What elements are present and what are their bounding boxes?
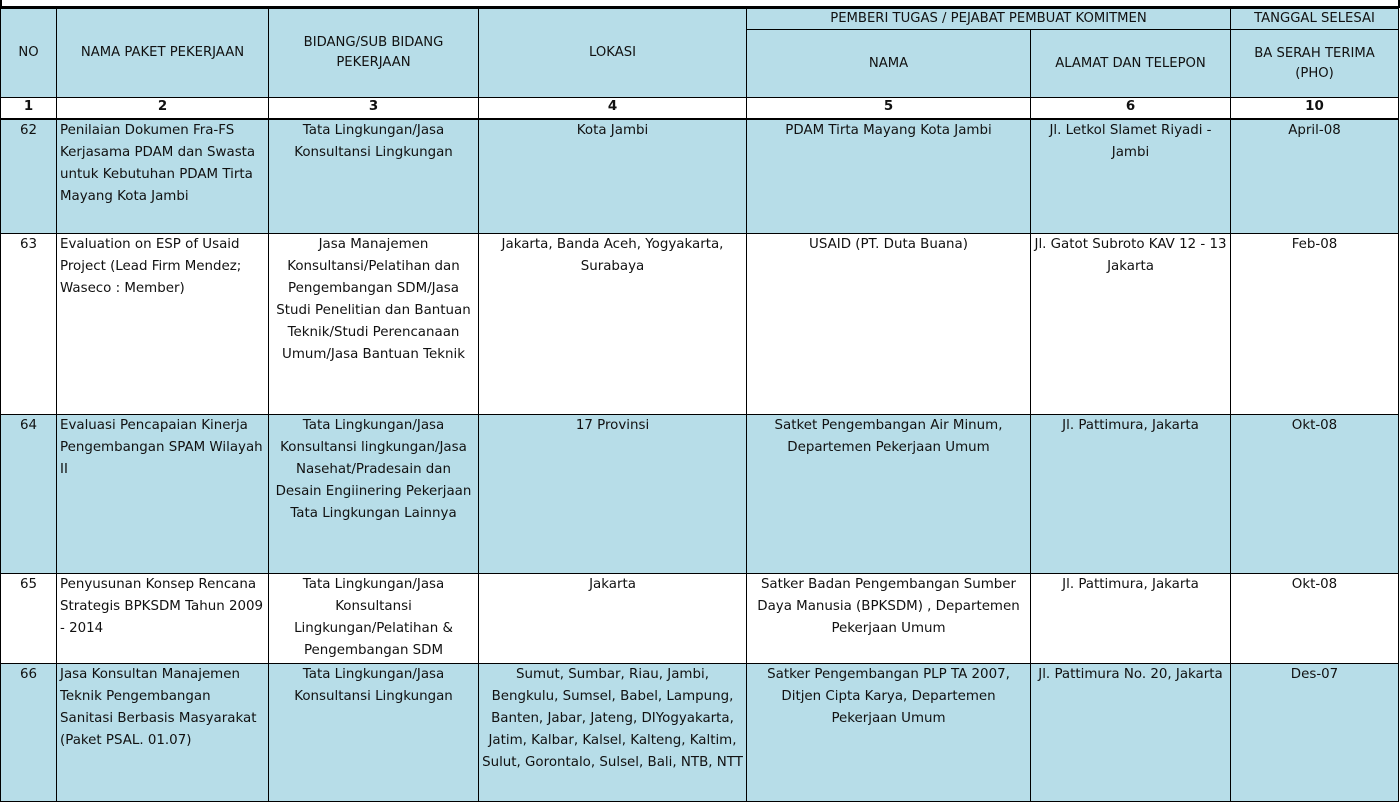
cell-nama-paket: Evaluation on ESP of Usaid Project (Lead Firm Mendez; Waseco : Member) [57, 233, 269, 414]
column-number: 6 [1031, 98, 1231, 120]
cell-lokasi: Jakarta, Banda Aceh, Yogyakarta, Surabaya [479, 233, 747, 414]
project-table [0, 8, 1399, 802]
cell-nama: PDAM Tirta Mayang Kota Jambi [747, 119, 1031, 233]
header-alamat: ALAMAT DAN TELEPON [1031, 30, 1231, 98]
table-row [1, 119, 1399, 233]
header-nama-paket: NAMA PAKET PEKERJAAN [57, 9, 269, 98]
cell-no: 65 [1, 573, 57, 663]
cell-lokasi: Jakarta [479, 573, 747, 663]
column-number-row [1, 98, 1399, 120]
cell-nama: Satket Pengembangan Air Minum, Departemen Pekerjaan Umum [747, 414, 1031, 573]
cell-no: 62 [1, 119, 57, 233]
cell-tanggal: Des-07 [1231, 663, 1399, 801]
column-number: 5 [747, 98, 1031, 120]
cell-nama-paket: Penyusunan Konsep Rencana Strategis BPKSDM Tahun 2009 - 2014 [57, 573, 269, 663]
cell-tanggal: Feb-08 [1231, 233, 1399, 414]
cell-alamat: Jl. Pattimura, Jakarta [1031, 573, 1231, 663]
table-row [1, 233, 1399, 414]
cell-lokasi: Kota Jambi [479, 119, 747, 233]
cell-tanggal: April-08 [1231, 119, 1399, 233]
table-row [1, 573, 1399, 663]
table-row [1, 663, 1399, 801]
cell-lokasi: Sumut, Sumbar, Riau, Jambi, Bengkulu, Sumsel, Babel, Lampung, Banten, Jabar, Jateng, DIYogyakarta, Jatim, Kalbar, Kalsel, Kalteng, Kaltim, Sulut, Gorontalo, Sulsel, Bali, NTB, NTT [479, 663, 747, 801]
header-bidang: BIDANG/SUB BIDANG PEKERJAAN [269, 9, 479, 98]
cell-tanggal: Okt-08 [1231, 414, 1399, 573]
header-tanggal-selesai: TANGGAL SELESAI [1231, 9, 1399, 30]
column-number: 3 [269, 98, 479, 120]
cell-tanggal: Okt-08 [1231, 573, 1399, 663]
column-number: 1 [1, 98, 57, 120]
sheet-top-border [0, 0, 1400, 8]
cell-nama: Satker Badan Pengembangan Sumber Daya Manusia (BPKSDM) , Departemen Pekerjaan Umum [747, 573, 1031, 663]
header-nama: NAMA [747, 30, 1031, 98]
cell-alamat: Jl. Pattimura No. 20, Jakarta [1031, 663, 1231, 801]
cell-bidang: Tata Lingkungan/Jasa Konsultansi Lingkungan/Pelatihan & Pengembangan SDM [269, 573, 479, 663]
cell-bidang: Tata Lingkungan/Jasa Konsultansi Lingkungan [269, 663, 479, 801]
cell-no: 66 [1, 663, 57, 801]
cell-lokasi: 17 Provinsi [479, 414, 747, 573]
header-lokasi: LOKASI [479, 9, 747, 98]
cell-alamat: Jl. Pattimura, Jakarta [1031, 414, 1231, 573]
cell-bidang: Jasa Manajemen Konsultansi/Pelatihan dan Pengembangan SDM/Jasa Studi Penelitian dan Bantuan Teknik/Studi Perencanaan Umum/Jasa Bantuan Teknik [269, 233, 479, 414]
cell-no: 63 [1, 233, 57, 414]
cell-nama-paket: Evaluasi Pencapaian Kinerja Pengembangan SPAM Wilayah II [57, 414, 269, 573]
column-number: 10 [1231, 98, 1399, 120]
cell-bidang: Tata Lingkungan/Jasa Konsultansi Lingkungan [269, 119, 479, 233]
column-number: 2 [57, 98, 269, 120]
table-row [1, 414, 1399, 573]
cell-alamat: Jl. Letkol Slamet Riyadi - Jambi [1031, 119, 1231, 233]
cell-nama: USAID (PT. Duta Buana) [747, 233, 1031, 414]
cell-nama-paket: Jasa Konsultan Manajemen Teknik Pengembangan Sanitasi Berbasis Masyarakat (Paket PSAL. 01.07) [57, 663, 269, 801]
cell-nama: Satker Pengembangan PLP TA 2007, Ditjen Cipta Karya, Departemen Pekerjaan Umum [747, 663, 1031, 801]
cell-nama-paket: Penilaian Dokumen Fra-FS Kerjasama PDAM dan Swasta untuk Kebutuhan PDAM Tirta Mayang Kota Jambi [57, 119, 269, 233]
header-ba-serah-terima: BA SERAH TERIMA (PHO) [1231, 30, 1399, 98]
header-pemberi-tugas: PEMBERI TUGAS / PEJABAT PEMBUAT KOMITMEN [747, 9, 1231, 30]
column-number: 4 [479, 98, 747, 120]
cell-no: 64 [1, 414, 57, 573]
header-no: NO [1, 9, 57, 98]
cell-bidang: Tata Lingkungan/Jasa Konsultansi lingkungan/Jasa Nasehat/Pradesain dan Desain Engiinering Pekerjaan Tata Lingkungan Lainnya [269, 414, 479, 573]
header-row-top [1, 9, 1399, 30]
cell-alamat: Jl. Gatot Subroto KAV 12 - 13 Jakarta [1031, 233, 1231, 414]
